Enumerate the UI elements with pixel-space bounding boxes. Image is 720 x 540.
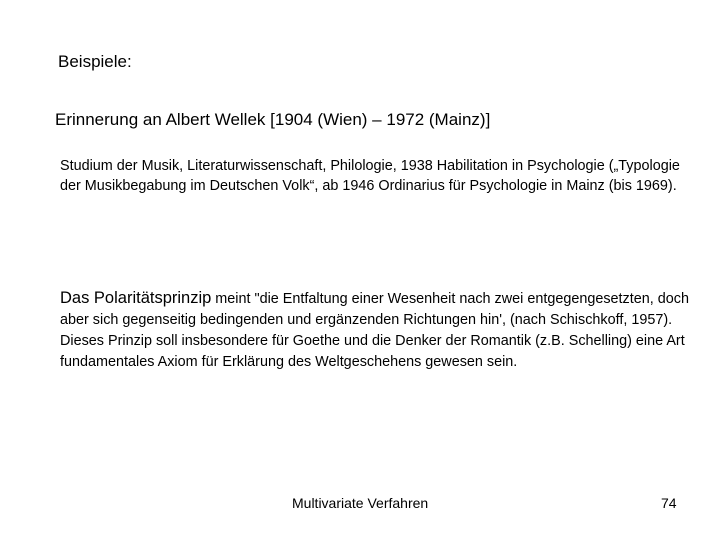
biography-paragraph: Studium der Musik, Literaturwissenschaft, Philologie, 1938 Habilitation in Psychologie („Typologie der Musikbegabung im Deutschen Volk“, ab 1946 Ordinarius für Psychologie in Mainz (bis 1969).: [60, 158, 680, 194]
polarity-paragraph: [60, 288, 700, 373]
slide-subheading: Erinnerung an Albert Wellek [1904 (Wien) – 1972 (Mainz)]: [55, 110, 491, 129]
polarity-definition: meint "die Entfaltung einer Wesenheit nach zwei entgegengesetzten, doch aber sich gegenseitig bedingenden und ergänzenden Richtungen hin', (nach Schischkoff, 1957). Dieses Prinzip soll insbesondere für Goethe und die Denker der Romantik (z.B. Schelling) eine Art fundamentales Axiom für Erklärung des Weltgeschehens gewesen sein.: [60, 291, 689, 370]
page-number: 74: [661, 495, 677, 511]
footer-title: Multivariate Verfahren: [292, 495, 429, 511]
polarity-term: Das Polaritätsprinzip: [60, 289, 212, 307]
slide-heading: Beispiele:: [58, 52, 132, 71]
